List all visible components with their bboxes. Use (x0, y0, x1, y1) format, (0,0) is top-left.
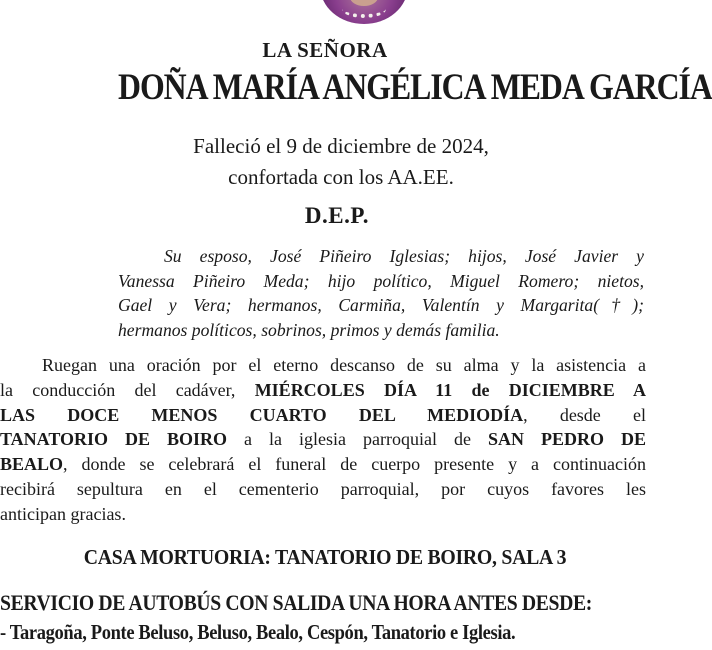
body-line (0, 353, 646, 378)
body-text-segment: , donde se celebrará el funeral de cuerpo presente y a continuación (63, 454, 646, 475)
funeral-time: LAS DOCE MENOS CUARTO DEL MEDIODÍA (0, 404, 524, 425)
bus-service-title: SERVICIO DE AUTOBÚS CON SALIDA UNA HORA ANTES DESDE: (0, 590, 592, 615)
photo-necklace-detail (342, 0, 386, 18)
body-line (0, 477, 646, 502)
family-line: Su esposo, José Piñeiro Iglesias; hijos, José Javier y (164, 246, 644, 266)
dep-abbreviation: D.E.P. (304, 203, 370, 228)
mortuary-location: CASA MORTUORIA: TANATORIO DE BOIRO, SALA 3 (83, 545, 567, 569)
body-line (0, 403, 646, 428)
body-line (0, 427, 646, 452)
parish-name: SAN PEDRO DE (487, 429, 646, 450)
body-line (0, 502, 646, 527)
deceased-name: DOÑA MARÍA ANGÉLICA MEDA GARCÍA (118, 67, 712, 108)
body-line (0, 452, 646, 477)
sacraments-line: confortada con los AA.EE. (228, 165, 454, 189)
death-date-line: Falleció el 9 de diciembre de 2024, (193, 134, 489, 158)
body-line (0, 378, 646, 403)
family-line: Vanessa Piñeiro Meda; hijo político, Miguel Romero; nietos, (118, 270, 644, 291)
funeral-home-name: TANATORIO DE BOIRO (0, 429, 228, 450)
body-text-segment: , desde el (523, 404, 646, 425)
body-text-segment: la conducción del cadáver, (0, 379, 255, 400)
family-line: Gael y Vera; hermanos, Carmiña, Valentín y Margarita(†); (118, 295, 644, 315)
deceased-photo (320, 0, 408, 24)
body-text-segment: anticipan gracias. (0, 503, 126, 524)
parish-name-cont: BEALO (0, 454, 64, 475)
body-text-segment: a la iglesia parroquial de (227, 429, 488, 450)
funeral-announcement-body (0, 353, 646, 527)
family-line: hermanos políticos, sobrinos, primos y demás familia. (118, 319, 500, 340)
bus-stops-list: - Taragoña, Ponte Beluso, Beluso, Bealo, Cespón, Tanatorio e Iglesia. (0, 620, 516, 644)
honorific-label: LA SEÑORA (262, 38, 388, 62)
family-list (118, 244, 644, 342)
funeral-date: MIÉRCOLES DÍA 11 de DICIEMBRE A (254, 379, 646, 400)
body-text-segment: Ruegan una oración por el eterno descanso de su alma y la asistencia a (42, 355, 646, 375)
body-text-segment: recibirá sepultura en el cementerio parroquial, por cuyos favores les (0, 478, 646, 499)
